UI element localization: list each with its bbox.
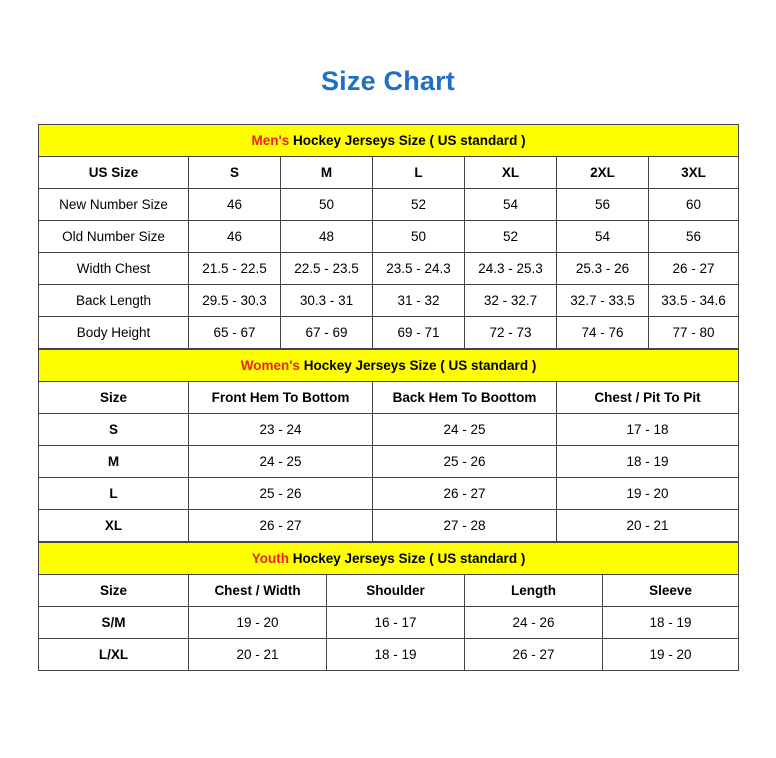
youth-row-0-cell-0: 19 - 20 bbox=[189, 607, 327, 639]
womens-row-1-cell-2: 18 - 19 bbox=[557, 446, 739, 478]
womens-row-2-cell-0: 25 - 26 bbox=[189, 478, 373, 510]
mens-row-1-cell-2: 50 bbox=[373, 221, 465, 253]
mens-col-4: XL bbox=[465, 157, 557, 189]
womens-row-1-cell-1: 25 - 26 bbox=[373, 446, 557, 478]
table-section-header-row bbox=[39, 350, 739, 382]
table-row bbox=[39, 607, 739, 639]
mens-row-0-cell-1: 50 bbox=[281, 189, 373, 221]
youth-col-1: Chest / Width bbox=[189, 575, 327, 607]
youth-row-1-cell-1: 18 - 19 bbox=[327, 639, 465, 671]
youth-heading-rest: Hockey Jerseys Size ( US standard ) bbox=[288, 551, 526, 566]
mens-col-0: US Size bbox=[39, 157, 189, 189]
youth-col-2: Shoulder bbox=[327, 575, 465, 607]
mens-row-4-cell-0: 65 - 67 bbox=[189, 317, 281, 349]
mens-row-2-cell-3: 24.3 - 25.3 bbox=[465, 253, 557, 285]
mens-row-2-cell-5: 26 - 27 bbox=[649, 253, 739, 285]
mens-section-heading bbox=[39, 125, 739, 157]
mens-row-2-cell-1: 22.5 - 23.5 bbox=[281, 253, 373, 285]
womens-row-3-cell-1: 27 - 28 bbox=[373, 510, 557, 542]
womens-row-1-label: M bbox=[39, 446, 189, 478]
youth-col-3: Length bbox=[465, 575, 603, 607]
mens-row-0-cell-4: 56 bbox=[557, 189, 649, 221]
mens-col-5: 2XL bbox=[557, 157, 649, 189]
mens-row-4-cell-2: 69 - 71 bbox=[373, 317, 465, 349]
table-header-row bbox=[39, 575, 739, 607]
youth-row-1-cell-3: 19 - 20 bbox=[603, 639, 739, 671]
table-section-header-row bbox=[39, 543, 739, 575]
mens-row-2-cell-4: 25.3 - 26 bbox=[557, 253, 649, 285]
mens-row-3-cell-4: 32.7 - 33.5 bbox=[557, 285, 649, 317]
table-row bbox=[39, 510, 739, 542]
mens-row-2-label: Width Chest bbox=[39, 253, 189, 285]
youth-heading-accent: Youth bbox=[251, 551, 289, 566]
mens-row-1-cell-1: 48 bbox=[281, 221, 373, 253]
mens-row-4-cell-1: 67 - 69 bbox=[281, 317, 373, 349]
mens-row-1-cell-5: 56 bbox=[649, 221, 739, 253]
mens-row-0-cell-0: 46 bbox=[189, 189, 281, 221]
mens-row-2-cell-2: 23.5 - 24.3 bbox=[373, 253, 465, 285]
mens-row-0-cell-2: 52 bbox=[373, 189, 465, 221]
youth-size-table bbox=[38, 542, 739, 671]
mens-row-3-cell-0: 29.5 - 30.3 bbox=[189, 285, 281, 317]
mens-row-3-cell-5: 33.5 - 34.6 bbox=[649, 285, 739, 317]
womens-row-2-cell-1: 26 - 27 bbox=[373, 478, 557, 510]
youth-row-1-cell-0: 20 - 21 bbox=[189, 639, 327, 671]
mens-row-3-cell-1: 30.3 - 31 bbox=[281, 285, 373, 317]
table-header-row bbox=[39, 382, 739, 414]
womens-col-1: Front Hem To Bottom bbox=[189, 382, 373, 414]
youth-row-0-cell-2: 24 - 26 bbox=[465, 607, 603, 639]
womens-row-3-cell-2: 20 - 21 bbox=[557, 510, 739, 542]
womens-row-2-cell-2: 19 - 20 bbox=[557, 478, 739, 510]
womens-row-3-cell-0: 26 - 27 bbox=[189, 510, 373, 542]
size-chart-page bbox=[0, 66, 776, 758]
youth-section-heading bbox=[39, 543, 739, 575]
womens-heading-accent: Women's bbox=[240, 358, 300, 373]
womens-row-0-cell-0: 23 - 24 bbox=[189, 414, 373, 446]
mens-row-4-cell-4: 74 - 76 bbox=[557, 317, 649, 349]
mens-row-0-cell-3: 54 bbox=[465, 189, 557, 221]
mens-heading-rest: Hockey Jerseys Size ( US standard ) bbox=[289, 133, 526, 148]
table-row bbox=[39, 221, 739, 253]
page-title: Size Chart bbox=[320, 66, 456, 96]
mens-row-3-label: Back Length bbox=[39, 285, 189, 317]
table-section-header-row bbox=[39, 125, 739, 157]
womens-col-0: Size bbox=[39, 382, 189, 414]
size-chart-tables bbox=[38, 124, 738, 671]
youth-col-0: Size bbox=[39, 575, 189, 607]
womens-col-2: Back Hem To Boottom bbox=[373, 382, 557, 414]
womens-row-1-cell-0: 24 - 25 bbox=[189, 446, 373, 478]
youth-row-0-cell-1: 16 - 17 bbox=[327, 607, 465, 639]
mens-row-4-label: Body Height bbox=[39, 317, 189, 349]
womens-row-2-label: L bbox=[39, 478, 189, 510]
womens-row-3-label: XL bbox=[39, 510, 189, 542]
table-row bbox=[39, 478, 739, 510]
youth-row-0-cell-3: 18 - 19 bbox=[603, 607, 739, 639]
mens-row-3-cell-2: 31 - 32 bbox=[373, 285, 465, 317]
mens-col-1: S bbox=[189, 157, 281, 189]
mens-row-4-cell-3: 72 - 73 bbox=[465, 317, 557, 349]
table-row bbox=[39, 253, 739, 285]
mens-col-3: L bbox=[373, 157, 465, 189]
table-row bbox=[39, 446, 739, 478]
mens-size-table bbox=[38, 124, 739, 349]
table-row bbox=[39, 285, 739, 317]
youth-row-0-label: S/M bbox=[39, 607, 189, 639]
mens-row-0-label: New Number Size bbox=[39, 189, 189, 221]
table-row bbox=[39, 189, 739, 221]
mens-col-2: M bbox=[281, 157, 373, 189]
mens-row-4-cell-5: 77 - 80 bbox=[649, 317, 739, 349]
mens-row-0-cell-5: 60 bbox=[649, 189, 739, 221]
womens-row-0-label: S bbox=[39, 414, 189, 446]
mens-col-6: 3XL bbox=[649, 157, 739, 189]
womens-col-3: Chest / Pit To Pit bbox=[557, 382, 739, 414]
mens-row-1-cell-0: 46 bbox=[189, 221, 281, 253]
youth-row-1-label: L/XL bbox=[39, 639, 189, 671]
mens-row-1-label: Old Number Size bbox=[39, 221, 189, 253]
table-row bbox=[39, 317, 739, 349]
youth-col-4: Sleeve bbox=[603, 575, 739, 607]
womens-heading-rest: Hockey Jerseys Size ( US standard ) bbox=[299, 358, 537, 373]
table-row bbox=[39, 639, 739, 671]
womens-size-table bbox=[38, 349, 739, 542]
mens-row-2-cell-0: 21.5 - 22.5 bbox=[189, 253, 281, 285]
youth-row-1-cell-2: 26 - 27 bbox=[465, 639, 603, 671]
womens-section-heading bbox=[39, 350, 739, 382]
womens-row-0-cell-1: 24 - 25 bbox=[373, 414, 557, 446]
table-row bbox=[39, 414, 739, 446]
mens-heading-accent: Men's bbox=[251, 133, 290, 148]
table-header-row bbox=[39, 157, 739, 189]
mens-row-1-cell-4: 54 bbox=[557, 221, 649, 253]
mens-row-3-cell-3: 32 - 32.7 bbox=[465, 285, 557, 317]
womens-row-0-cell-2: 17 - 18 bbox=[557, 414, 739, 446]
mens-row-1-cell-3: 52 bbox=[465, 221, 557, 253]
